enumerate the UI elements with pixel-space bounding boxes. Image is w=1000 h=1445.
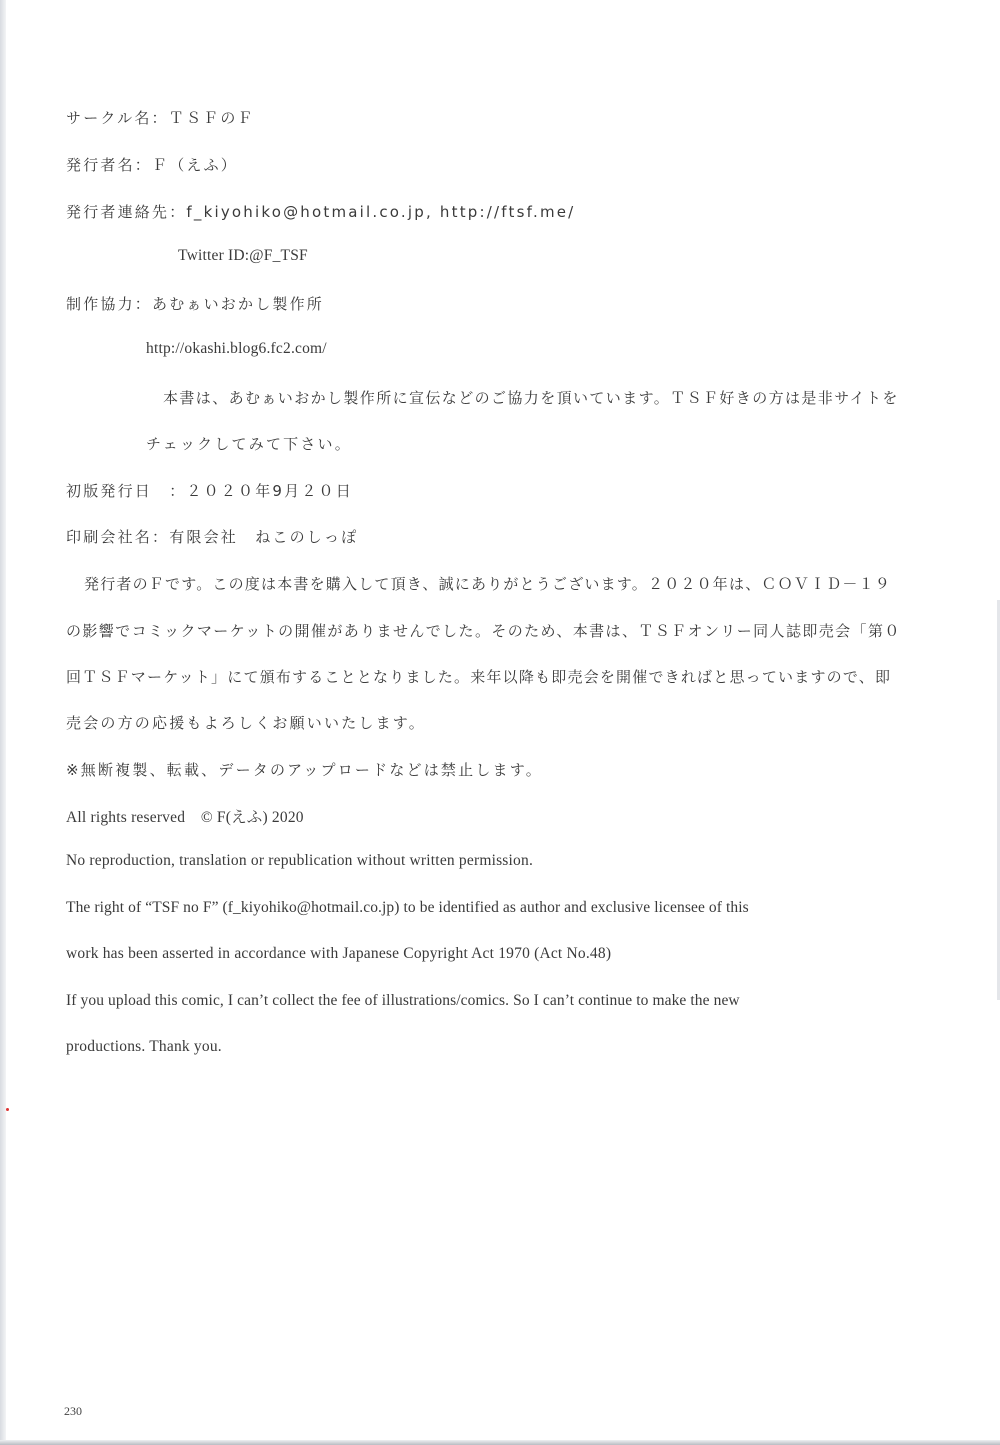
circle-name: サークル名：ＴＳＦのＦ	[66, 109, 255, 127]
scan-speck	[6, 1108, 9, 1111]
author-rights-line-2: work has been asserted in accordance with Japanese Copyright Act 1970 (Act No.48)	[66, 945, 612, 962]
twitter-id: Twitter ID:@F_TSF	[178, 247, 308, 264]
publisher-contact: 発行者連絡先：f_kiyohiko@hotmail.co.jp, http://ftsf.me/	[66, 203, 576, 221]
message-line-2: の影響でコミックマーケットの開催がありませんでした。そのため、本書は、ＴＳＦオンリー同人誌即売会「第０	[66, 622, 901, 640]
cooperation-note-line-2: チェックしてみて下さい。	[146, 435, 352, 453]
upload-notice-line-2: productions. Thank you.	[66, 1038, 222, 1055]
scan-edge-left	[0, 0, 6, 1445]
cooperation-url: http://okashi.blog6.fc2.com/	[146, 340, 327, 357]
message-line-1: 発行者のＦです。この度は本書を購入して頂き、誠にありがとうございます。２０２０年は、ＣＯＶＩＤ－１９	[84, 575, 892, 593]
page-number: 230	[64, 1404, 82, 1418]
message-line-4: 売会の方の応援もよろしくお願いいたします。	[66, 714, 427, 732]
printing-company: 印刷会社名：有限会社 ねこのしっぽ	[66, 528, 359, 546]
cooperation-note-line-1: 本書は、あむぁいおかし製作所に宣伝などのご協力を頂いています。ＴＳＦ好きの方は是非サイトを	[163, 389, 899, 407]
author-rights-line-1: The right of “TSF no F” (f_kiyohiko@hotmail.co.jp) to be identified as author and exclusive licensee of this	[66, 899, 749, 916]
no-reproduction-notice: No reproduction, translation or republication without written permission.	[66, 852, 534, 869]
upload-notice-line-1: If you upload this comic, I can’t collect the fee of illustrations/comics. So I can’t continue to make the new	[66, 992, 740, 1009]
prohibition-notice: ※無断複製、転載、データのアップロードなどは禁止します。	[66, 761, 543, 779]
first-edition-date: 初版発行日 ：２０２０年9月２０日	[66, 482, 353, 500]
scan-edge-bottom	[0, 1440, 1000, 1445]
publisher-name: 発行者名：Ｆ（えふ）	[66, 156, 239, 174]
message-line-3: 回ＴＳＦマーケット」にて頒布することとなりました。来年以降も即売会を開催できればと思っていますので、即	[66, 668, 892, 686]
production-cooperation: 制作協力：あむぁいおかし製作所	[66, 295, 325, 313]
all-rights-reserved: All rights reserved © F(えふ) 2020	[66, 809, 304, 826]
